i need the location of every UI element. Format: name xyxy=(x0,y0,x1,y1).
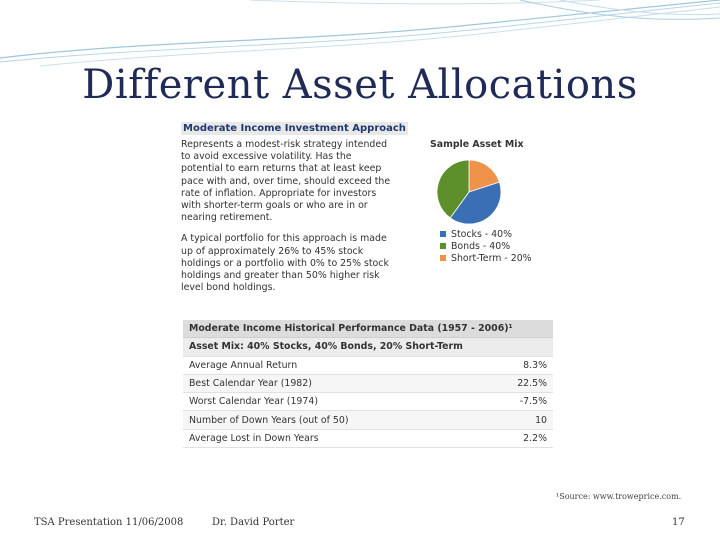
row-value: 2.2% xyxy=(480,429,553,447)
legend-item-bonds xyxy=(440,240,532,252)
slide-title: Different Asset Allocations xyxy=(82,62,638,108)
legend-item-stocks xyxy=(440,228,532,240)
approach-paragraph-1: Represents a modest-risk strategy intended to avoid excessive volatility. Has the potential to earn returns that at least keep pace with and, over time, should exceed the rate of inflation. Appropriate for investors with shorter-term goals or who are in or nearing retirement. xyxy=(181,139,391,224)
legend-label-stocks: Stocks - 40% xyxy=(451,228,513,240)
row-value: 22.5% xyxy=(480,374,553,392)
approach-paragraph-2: A typical portfolio for this approach is made up of approximately 26% to 45% stock holdings or a portfolio with 0% to 25% stock holdings and greater than 50% higher risk level bond holdings. xyxy=(181,233,389,294)
legend-swatch-stocks xyxy=(440,231,446,237)
pie-chart-title: Sample Asset Mix xyxy=(430,139,524,150)
legend-swatch-short-term xyxy=(440,255,446,261)
source-note: ¹Source: www.troweprice.com. xyxy=(556,492,682,501)
footer-presentation: TSA Presentation 11/06/2008 xyxy=(34,517,184,528)
table-row xyxy=(183,393,553,411)
legend-swatch-bonds xyxy=(440,243,446,249)
row-label: Worst Calendar Year (1974) xyxy=(183,393,480,411)
table-row xyxy=(183,356,553,374)
row-label: Average Annual Return xyxy=(183,356,480,374)
page-number: 17 xyxy=(672,517,685,528)
performance-table-header xyxy=(183,320,553,338)
legend-item-short-term xyxy=(440,252,532,264)
row-label: Best Calendar Year (1982) xyxy=(183,374,480,392)
approach-title: Moderate Income Investment Approach xyxy=(183,123,406,134)
legend-label-bonds: Bonds - 40% xyxy=(451,240,511,252)
row-value: 8.3% xyxy=(480,356,553,374)
row-value: 10 xyxy=(480,411,553,429)
approach-description xyxy=(181,139,391,303)
table-row xyxy=(183,411,553,429)
performance-header-text: Moderate Income Historical Performance Data (1957 - 2006)¹ xyxy=(183,320,553,338)
asset-mix-row xyxy=(183,338,553,356)
table-row xyxy=(183,429,553,447)
pie-legend xyxy=(440,228,532,264)
row-label: Average Lost in Down Years xyxy=(183,429,480,447)
table-row xyxy=(183,374,553,392)
row-label: Number of Down Years (out of 50) xyxy=(183,411,480,429)
row-value: -7.5% xyxy=(480,393,553,411)
footer-presenter: Dr. David Porter xyxy=(212,517,295,528)
legend-label-short-term: Short-Term - 20% xyxy=(451,252,532,264)
asset-mix-text: Asset Mix: 40% Stocks, 40% Bonds, 20% Short-Term xyxy=(183,338,553,356)
performance-table xyxy=(183,320,553,448)
asset-mix-pie-chart xyxy=(436,159,502,225)
